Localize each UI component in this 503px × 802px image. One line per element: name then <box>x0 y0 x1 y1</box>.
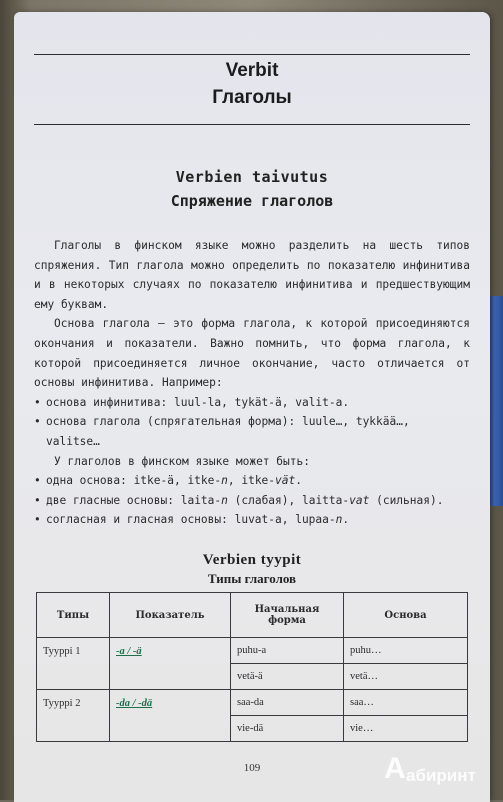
types-heading-fi <box>14 552 490 569</box>
form-cell: vie-dä <box>231 716 344 742</box>
indicator-value: -a / -ä <box>116 646 142 657</box>
verb-types-table <box>36 592 468 742</box>
indicator-value: -da / -dä <box>116 698 153 709</box>
column-header: Показатель <box>110 593 231 638</box>
table-row <box>37 638 468 664</box>
indicator-cell <box>110 690 231 742</box>
bullet-label: согласная и гласная основы: <box>46 513 235 527</box>
stem-cell: vie… <box>344 716 468 742</box>
stem-cell: vetä… <box>344 664 468 690</box>
book-page <box>14 12 490 802</box>
column-header: Основа <box>344 593 468 638</box>
table-header-row <box>37 593 468 638</box>
list-item <box>34 412 470 451</box>
form-cell: vetä-ä <box>231 664 344 690</box>
bullet-example: . <box>342 513 350 527</box>
form-cell: puhu-a <box>231 638 344 664</box>
bullet-example-ending: n <box>221 474 228 488</box>
list-item <box>34 471 470 491</box>
bullet-label: две гласные основы: <box>46 493 181 507</box>
types-heading-ru: Типы глаголов <box>207 571 297 586</box>
list-item <box>34 393 470 413</box>
header-rule-bottom <box>34 124 470 125</box>
watermark-text: абиринт <box>406 766 476 785</box>
bullet-example-ending: n <box>335 513 343 527</box>
section-title-fi: Verbien taivutus <box>175 168 329 186</box>
bullet-example: . <box>295 474 302 488</box>
body-text <box>34 236 470 530</box>
bullet-example-ending: n <box>221 493 228 507</box>
section-title-ru: Спряжение глаголов <box>170 192 334 210</box>
column-header: Начальная форма <box>231 593 344 638</box>
list-item <box>34 510 470 530</box>
bullet-example-ending: vat <box>349 493 370 507</box>
paragraph-1: Глаголы в финском языке можно разделить на шесть типов спряжения. Тип глагола можно определить по показателю инфинитива и в некоторых случаях по показателю инфинитива и предшествующим ему буквам. <box>34 239 470 311</box>
bullet-label: основа глагола (спрягательная форма): <box>46 415 302 429</box>
bullet-example: luule…, tykkää…, valitse… <box>46 415 410 448</box>
stem-cell: puhu… <box>344 638 468 664</box>
header-rule-top <box>34 54 470 55</box>
chapter-title-fi: Verbit <box>225 60 279 81</box>
table-row <box>37 690 468 716</box>
bullet-example: laita- <box>180 493 222 507</box>
type-cell: Tyyppi 2 <box>37 690 110 742</box>
list-item <box>34 491 470 511</box>
bullet-example-ending: vät <box>275 474 296 488</box>
paragraph-2: Основа глагола — это форма глагола, к которой присоединяются окончания и показатели. Важно помнить, что форма глагола, к которой присоединяется личное окончание, часто отличается от основы инфинитива. Например: <box>34 317 470 390</box>
type-cell: Tyyppi 1 <box>37 638 110 690</box>
column-header: Типы <box>37 593 110 638</box>
bullet-example: luul-la, tykät-ä, valit-a. <box>173 395 350 409</box>
bullet-example: , itke- <box>227 474 276 488</box>
bullet-example: (слабая), laitta- <box>227 493 350 507</box>
bullet-example: itke-ä, itke- <box>133 474 222 488</box>
bullet-example: luvat-a, lupaa- <box>234 513 336 527</box>
watermark-symbol: A <box>384 752 406 785</box>
types-heading-fi-text: Verbien tyypit <box>202 552 302 568</box>
stem-cell: saa… <box>344 690 468 716</box>
indicator-cell <box>110 638 231 690</box>
page-number: 109 <box>243 762 261 774</box>
bullet-example: (сильная). <box>369 493 444 507</box>
form-cell: saa-da <box>231 690 344 716</box>
paragraph-3: У глаголов в финском языке может быть: <box>54 454 310 468</box>
chapter-title-ru: Глаголы <box>212 87 292 108</box>
bullet-label: основа инфинитива: <box>46 395 174 409</box>
watermark-logo <box>384 752 494 792</box>
bullet-label: одна основа: <box>46 474 134 488</box>
